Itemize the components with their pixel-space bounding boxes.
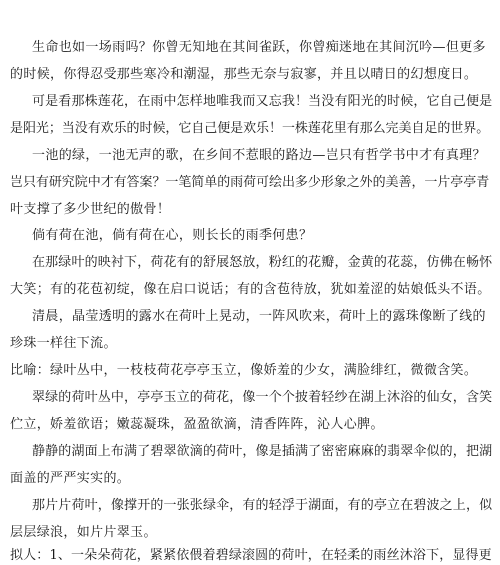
text-line: 静静的湖面上布满了碧翠欲滴的荷叶，像是插满了密密麻麻的翡翠伞似的，把湖 bbox=[32, 444, 493, 459]
text-line: 在那绿叶的映衬下，荷花有的舒展怒放，粉红的花瓣，金黄的花蕊，仿佛在畅怀 bbox=[32, 255, 493, 270]
text-line: 翠绿的荷叶丛中，亭亭玉立的荷花，像一个个披着轻纱在湖上沐浴的仙女，含笑 bbox=[32, 390, 493, 405]
text-line: 那片片荷叶，像撑开的一张张绿伞，有的轻浮于湖面，有的亭立在碧波之上，似 bbox=[32, 498, 493, 513]
text-line: 一池的绿，一池无声的歌，在乡间不惹眼的路边—岂只有哲学书中才有真理？ bbox=[32, 148, 486, 163]
text-line: 珍珠一样往下流。 bbox=[10, 336, 117, 351]
text-line: 可是看那株莲花，在雨中怎样地唯我而又忘我！当没有阳光的时候，它自己便是 bbox=[32, 94, 493, 109]
text-line: 清晨，晶莹透明的露水在荷叶上晃动，一阵风吹来，荷叶上的露珠像断了线的 bbox=[32, 309, 486, 324]
text-line: 拟人：1、一朵朵荷花，紧紧依偎着碧绿滚圆的荷叶，在轻柔的雨丝沐浴下，显得更 bbox=[10, 548, 492, 563]
text-line: 层层绿浪，如片片翠玉。 bbox=[10, 525, 157, 540]
text-line: 大笑；有的花苞初绽，像在启口说话；有的含苞待放，犹如羞涩的姑娘低头不语。 bbox=[10, 282, 491, 297]
text-line: 岂只有研究院中才有答案？一笔简单的雨荷可绘出多少形象之外的美善，一片亭亭青 bbox=[10, 175, 490, 190]
text-line: 的时候，你得忍受那些寒冷和潮湿，那些无奈与寂寥，并且以晴日的幻想度日。 bbox=[10, 67, 478, 82]
text-line: 叶支撑了多少世纪的傲骨！ bbox=[10, 202, 171, 217]
text-line: 生命也如一场雨吗？你曾无知地在其间雀跃，你曾痴迷地在其间沉吟—但更多 bbox=[32, 40, 486, 55]
text-line: 面盖的严严实实的。 bbox=[10, 471, 131, 486]
text-line: 比喻：绿叶丛中，一枝枝荷花亭亭玉立，像娇羞的少女，满脸绯红，微微含笑。 bbox=[10, 363, 478, 378]
text-line: 倘有荷在池，倘有荷在心，则长长的雨季何患？ bbox=[32, 228, 313, 243]
text-line: 伫立，娇羞欲语；嫩蕊凝珠，盈盈欲滴，清香阵阵，沁人心脾。 bbox=[10, 417, 384, 432]
text-line: 是阳光；当没有欢乐的时候，它自己便是欢乐！一株莲花里有那么完美自足的世界。 bbox=[10, 121, 490, 136]
